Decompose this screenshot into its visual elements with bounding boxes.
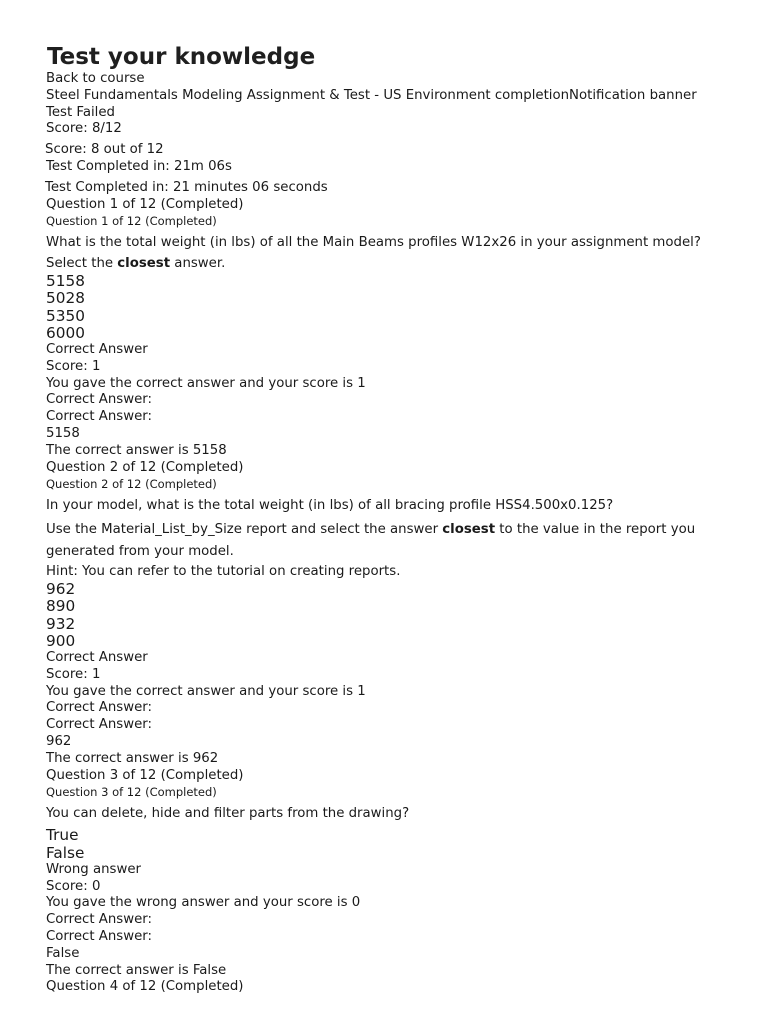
question-score: Score: 1 <box>46 358 101 374</box>
score-detail: Score: 8 out of 12 <box>45 142 164 158</box>
answer-result: Correct Answer <box>46 649 148 665</box>
question-header: Question 3 of 12 (Completed) <box>46 767 244 783</box>
answer-feedback: You gave the correct answer and your score is 1 <box>46 375 366 391</box>
question-instruction: Select the closest answer. <box>46 256 226 272</box>
question-score: Score: 1 <box>46 666 101 682</box>
question-2 <box>46 460 746 768</box>
correct-answer-value: 962 <box>46 733 72 749</box>
question-instruction: Use the Material_List_by_Size report and select the answer closest to the value in the report you generated from your model. <box>46 522 696 560</box>
answer-option: 5350 <box>46 306 85 325</box>
question-header: Question 2 of 12 (Completed) <box>46 459 244 475</box>
course-title: Steel Fundamentals Modeling Assignment & Test - US Environment completionNotification banner <box>46 87 697 103</box>
completion-time-detail: Test Completed in: 21 minutes 06 seconds <box>45 179 328 195</box>
correct-answer-label: Correct Answer: <box>46 409 152 425</box>
question-header: Question 1 of 12 (Completed) <box>46 196 244 212</box>
question-header: Question 4 of 12 (Completed) <box>46 979 244 995</box>
answer-option: 6000 <box>46 323 85 342</box>
answer-result: Correct Answer <box>46 341 148 357</box>
answer-result: Wrong answer <box>46 861 141 877</box>
correct-answer-label: Correct Answer: <box>46 928 152 944</box>
answer-option: False <box>46 843 85 862</box>
correct-answer-value: False <box>46 945 80 961</box>
correct-answer-explanation: The correct answer is False <box>46 962 227 978</box>
correct-answer-value: 5158 <box>46 425 80 441</box>
correct-answer-label: Correct Answer: <box>46 392 152 408</box>
correct-answer-explanation: The correct answer is 5158 <box>46 442 227 458</box>
question-header-small: Question 2 of 12 (Completed) <box>46 477 217 492</box>
question-header-small: Question 1 of 12 (Completed) <box>46 214 217 229</box>
answer-option: 890 <box>46 597 76 616</box>
question-stem: You can delete, hide and filter parts from the drawing? <box>46 806 410 822</box>
question-hint: Hint: You can refer to the tutorial on creating reports. <box>46 564 401 580</box>
answer-option: 900 <box>46 631 76 650</box>
answer-feedback: You gave the correct answer and your score is 1 <box>46 683 366 699</box>
page-title: Test your knowledge <box>47 44 316 70</box>
back-to-course-link[interactable]: Back to course <box>46 71 145 86</box>
correct-answer-explanation: The correct answer is 962 <box>46 750 219 766</box>
correct-answer-label: Correct Answer: <box>46 717 152 733</box>
completion-time: Test Completed in: 21m 06s <box>46 158 232 174</box>
question-score: Score: 0 <box>46 878 101 894</box>
question-stem: In your model, what is the total weight (in lbs) of all bracing profile HSS4.500x0.125? <box>46 498 614 514</box>
question-4 <box>46 979 746 996</box>
answer-option: 5158 <box>46 272 85 291</box>
correct-answer-label: Correct Answer: <box>46 700 152 716</box>
answer-option: 932 <box>46 614 76 633</box>
question-1 <box>46 197 746 460</box>
question-3 <box>46 768 746 980</box>
question-header-small: Question 3 of 12 (Completed) <box>46 785 217 800</box>
score-summary: Score: 8/12 <box>46 121 122 137</box>
answer-option: 5028 <box>46 289 85 308</box>
answer-option: True <box>46 826 79 845</box>
correct-answer-label: Correct Answer: <box>46 912 152 928</box>
answer-feedback: You gave the wrong answer and your score is 0 <box>46 895 361 911</box>
test-result-status: Test Failed <box>46 104 115 120</box>
question-stem: What is the total weight (in lbs) of all the Main Beams profiles W12x26 in your assignment model? <box>46 235 701 251</box>
answer-option: 962 <box>46 580 76 599</box>
